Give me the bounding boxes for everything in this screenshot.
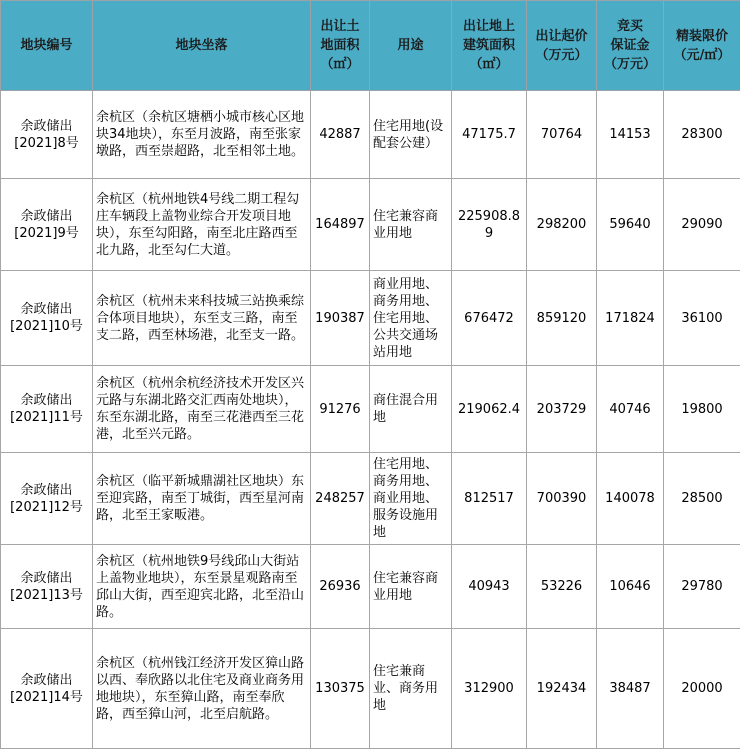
building-area: 47175.7	[452, 91, 527, 179]
building-area: 40943	[452, 545, 527, 629]
start-price: 859120	[527, 271, 597, 366]
building-area: 812517	[452, 453, 527, 545]
price-limit: 29090	[664, 179, 740, 271]
deposit: 10646	[597, 545, 664, 629]
start-price: 70764	[527, 91, 597, 179]
land-area: 26936	[311, 545, 370, 629]
header-location: 地块坐落	[93, 1, 311, 91]
price-limit: 36100	[664, 271, 740, 366]
land-area: 130375	[311, 629, 370, 749]
table-row	[1, 91, 740, 179]
land-area: 164897	[311, 179, 370, 271]
parcel-location: 余杭区（杭州地铁4号线二期工程勾庄车辆段上盖物业综合开发项目地块），东至勾阳路，南至北庄路西至北九路，北至勾仁大道。	[93, 179, 311, 271]
header-usage: 用途	[370, 1, 452, 91]
price-limit: 19800	[664, 366, 740, 453]
start-price: 203729	[527, 366, 597, 453]
deposit: 140078	[597, 453, 664, 545]
start-price: 53226	[527, 545, 597, 629]
parcel-location: 余杭区（杭州地铁9号线邱山大街站上盖物业地块），东至景星观路南至邱山大街，西至迎宾北路，北至沿山路。	[93, 545, 311, 629]
parcel-location: 余杭区（临平新城鼎湖社区地块）东至迎宾路，南至丁城街，西至星河南路，北至王家畈港。	[93, 453, 311, 545]
table-row	[1, 629, 740, 749]
table-row	[1, 453, 740, 545]
parcel-usage: 住宅兼容商业用地	[370, 179, 452, 271]
parcel-id: 余政储出 [2021]11号	[1, 366, 93, 453]
deposit: 59640	[597, 179, 664, 271]
land-area: 248257	[311, 453, 370, 545]
price-limit: 29780	[664, 545, 740, 629]
parcel-usage: 住宅用地、商务用地、商业用地、服务设施用地	[370, 453, 452, 545]
parcel-usage: 住宅兼容商业用地	[370, 545, 452, 629]
deposit: 14153	[597, 91, 664, 179]
price-limit: 20000	[664, 629, 740, 749]
parcel-location: 余杭区（余杭区塘栖小城市核心区地块34地块），东至月波路，南至张家墩路，西至崇超路，北至相邻土地。	[93, 91, 311, 179]
table-row	[1, 179, 740, 271]
parcel-location: 余杭区（杭州钱江经济开发区獐山路以西、奉欣路以北住宅及商业商务用地地块），东至獐山路，南至奉欣路，西至獐山河，北至启航路。	[93, 629, 311, 749]
deposit: 171824	[597, 271, 664, 366]
header-parcel-id: 地块编号	[1, 1, 93, 91]
start-price: 298200	[527, 179, 597, 271]
parcel-location: 余杭区（杭州未来科技城三站换乘综合体项目地块），东至支三路，南至支二路，西至林场港，北至支一路。	[93, 271, 311, 366]
building-area: 225908.89	[452, 179, 527, 271]
parcel-usage: 住宅用地(设配套公建）	[370, 91, 452, 179]
building-area: 312900	[452, 629, 527, 749]
parcel-usage: 商业用地、商务用地、住宅用地、公共交通场站用地	[370, 271, 452, 366]
building-area: 219062.4	[452, 366, 527, 453]
deposit: 38487	[597, 629, 664, 749]
header-deposit: 竞买 保证金 （万元）	[597, 1, 664, 91]
start-price: 192434	[527, 629, 597, 749]
parcel-id: 余政储出 [2021]13号	[1, 545, 93, 629]
deposit: 40746	[597, 366, 664, 453]
price-limit: 28300	[664, 91, 740, 179]
header-building-area: 出让地上 建筑面积 （㎡）	[452, 1, 527, 91]
parcel-id: 余政储出 [2021]14号	[1, 629, 93, 749]
building-area: 676472	[452, 271, 527, 366]
table-header-row	[1, 1, 740, 91]
parcel-id: 余政储出 [2021]8号	[1, 91, 93, 179]
parcel-id: 余政储出 [2021]9号	[1, 179, 93, 271]
land-area: 42887	[311, 91, 370, 179]
header-start-price: 出让起价 （万元）	[527, 1, 597, 91]
table-row	[1, 271, 740, 366]
parcel-usage: 住宅兼商业、商务用地	[370, 629, 452, 749]
price-limit: 28500	[664, 453, 740, 545]
table-row	[1, 366, 740, 453]
parcel-id: 余政储出 [2021]12号	[1, 453, 93, 545]
parcel-location: 余杭区（杭州余杭经济技术开发区兴元路与东湖北路交汇西南处地块），东至东湖北路，南至三花港西至三花港，北至兴元路。	[93, 366, 311, 453]
table-row	[1, 545, 740, 629]
land-area: 190387	[311, 271, 370, 366]
header-price-limit: 精装限价 （元/㎡）	[664, 1, 740, 91]
parcel-id: 余政储出 [2021]10号	[1, 271, 93, 366]
header-land-area: 出让土 地面积 （㎡）	[311, 1, 370, 91]
start-price: 700390	[527, 453, 597, 545]
land-area: 91276	[311, 366, 370, 453]
parcel-usage: 商住混合用地	[370, 366, 452, 453]
